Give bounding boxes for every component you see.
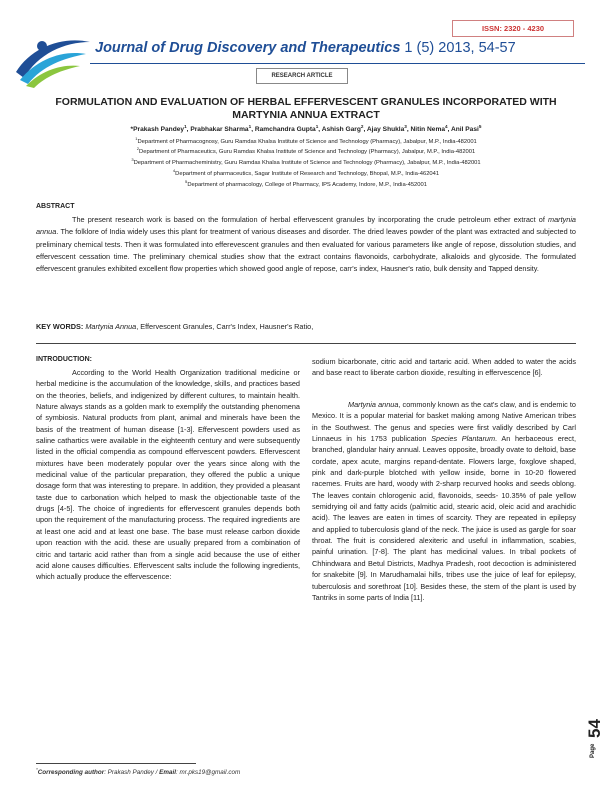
author-name: Ajay Shukla <box>366 126 405 133</box>
intro-column-right: Martynia annua, commonly known as the cat's claw, and is endemic to Mexico. It is a popular material for basket making among Native American tribes in the Southwest. The genus and species were first validly described by Carl Linnaeus in his 1753 publication Species Plantarum. An herbaceous erect, branched, glandular hairy annual. Leaves opposite, broadly ovate to deltoid, base cordate, apex acute, margins repand-dentate. Flowers large, foxglove shaped, pink and dark-purple blotched with yellow inside, borne in 10-20 flowered racemes. Fruits are hard, woody with 2-sharp recurved hooks and seeds oblong. The leaves contain chlorogenic acid, flavonoids, seeds- 10.35% of pale yellow semidrying oil and fatty acids (palmitic acid, stearic acid, oleic acid and arachidic acid). The leaves are eaten in times of scarcity. They are repeated in epilepsy and applied to tuberculosis gland of the neck. The juice is used as gargle for soar throat. The fruit is considered alexiteric and useful in inflammation, scabies, painful urination. [7-8]. The plant has medicinal values. In tribal pockets of Chhindwara and Betul Districts, Madhya Pradesh, root decoction is administered for snakebite [9]. In Marudhamalai hills, tribes use the juice of leaf for epilepsy, tuberculosis and sorethroat [10]. Besides these, the stem of the plant is used by Tantriks in some parts of India [11]. <box>312 400 577 602</box>
footnote-rule <box>36 763 196 764</box>
author-name: Anil Pasi <box>451 126 479 133</box>
abstract-heading: ABSTRACT <box>36 203 75 210</box>
author-name: Prabhakar Sharma <box>190 126 249 133</box>
abstract-text: The present research work is based on the formulation of herbal effervescent granules by incorporating the crude petroleum ether extract of martynia annua. The folklore of India widely uses this plant for treatment of various diseases and disorder. The dried leaves powder of the plant was extracted and subjected to preliminary chemical tests. Then it was formulated into efferevescent granules and then evaluated for various parameters like angle of repose, dissolution studies, and effervescent cessation time. The preliminary chemical studies show that the extract contains flavonoids, carbohydrate, alkaloids and glycoside. The formulated effervescent granules exhibited excellent flow properties which showed good angle of repose, carr's index, Hausner's ratio, bulk density and Tapped density. <box>36 215 576 274</box>
page-number-value: 54 <box>585 719 604 738</box>
logo-dot <box>37 41 47 51</box>
article-title: FORMULATION AND EVALUATION OF HERBAL EFFERVESCENT GRANULES INCORPORATED WITH MARTYNIA ANNUA EXTRACT <box>55 96 557 121</box>
affiliation: $^1$Department of Pharmacognosy, Guru Ramdas Khalsa Institute of Science and Technology (Pharmacy), Jabalpur, M.P., India-482001 <box>135 136 477 145</box>
author-name: Nitin Nema <box>410 126 445 133</box>
keywords: KEY WORDS: Martynia Annua, Effervescent Granules, Carr's Index, Hausner's Ratio, <box>36 322 314 331</box>
intro-column-right-top: sodium bicarbonate, citric acid and tartaric acid. When added to water the acids and base react to liberate carbon dioxide, resulting in effervescence [6]. <box>312 357 576 378</box>
journal-title <box>95 40 516 56</box>
section-divider <box>36 343 576 344</box>
author-list: *Prakash Pandey$^1$, Prabhakar Sharma$^1$, Ramchandra Gupta$^1$, Ashish Garg$^2$, Ajay Shukla$^3$, Nitin Nema$^4$, Anil Pasi$^5$ <box>130 123 482 133</box>
introduction-heading: INTRODUCTION: <box>36 356 92 363</box>
corresponding-author: *Corresponding author: Prakash Pandey / Email: mr.pks19@gmail.com <box>36 766 241 776</box>
author-name: Ramchandra Gupta <box>254 126 316 133</box>
author-email[interactable]: : mr.pks19@gmail.com <box>175 769 241 776</box>
affiliation: $^3$Department of Pharmacheministry, Guru Ramdas Khalsa Institute of Science and Technology (Pharmacy), Jabalpur, M.P., India-482001 <box>131 157 481 166</box>
intro-column-left: According to the World Health Organization traditional medicine or herbal medicine is the accumulation of the knowledge, skills, and practices based on the theories, beliefs, and indigenized by different cultures, to maintain health. Nature always stands as a golden mark to exemplify the outstanding phenomena of symbiosis. Natural products from plant, animal and minerals have been the basis of the treatment of human disease [1-3]. Effervescent powders used as saline cathartics were available in the eighteenth century and were subsequently listed in the official compendia as compound effervescent powders. Effervescent mixtures have been moderately popular over the years since along with the medicinal value of the particular preparation, they offered the public a unique dosage form that was interesting to prepare. In addition, they provided a pleasant taste due to carbonation which helped to mask the objectionable taste of the drugs [4-5]. The choice of ingredients for effervescent granules depends both upon the requirement of the manufacturing process. The required ingredients are at least one acid and at least one base. The base must release carbon dioxide upon reaction with the acid. these are usually prepared from a combination of citric and tartaric acid rather than from a single acid because the use of either acid alone causes difficulties. Effervescent salts include the following ingredients, which actually produce the effervescence: <box>36 368 300 582</box>
header-rule <box>90 63 585 64</box>
author-name: Prakash Pandey <box>133 126 185 133</box>
journal-name: Journal of Drug Discovery and Therapeutics <box>95 40 401 56</box>
affiliation: $^4$Department of pharmaceutics, Sagar Institute of Research and Technology, Bhopal, M.P., India-462041 <box>172 168 440 177</box>
affiliation: $^5$Department of pharmacology, College of Pharmacy, IPS Academy, Indore, M.P., India-452001 <box>185 179 427 188</box>
page-number <box>582 700 604 760</box>
issn-box: ISSN: 2320 - 4230 <box>452 20 574 37</box>
page-label: Page <box>590 743 596 758</box>
author-name: Ashish Garg <box>321 126 361 133</box>
journal-logo <box>12 28 92 88</box>
journal-volume: 1 (5) 2013, 54-57 <box>404 40 516 56</box>
affiliation: $^2$Department of Pharmaceutics, Guru Ramdas Khalsa Institute of Science and Technology (Pharmacy), Jabalpur, M.P., India-482001 <box>136 146 476 155</box>
author-star: * <box>130 126 134 133</box>
article-type-box: RESEARCH ARTICLE <box>256 68 348 84</box>
